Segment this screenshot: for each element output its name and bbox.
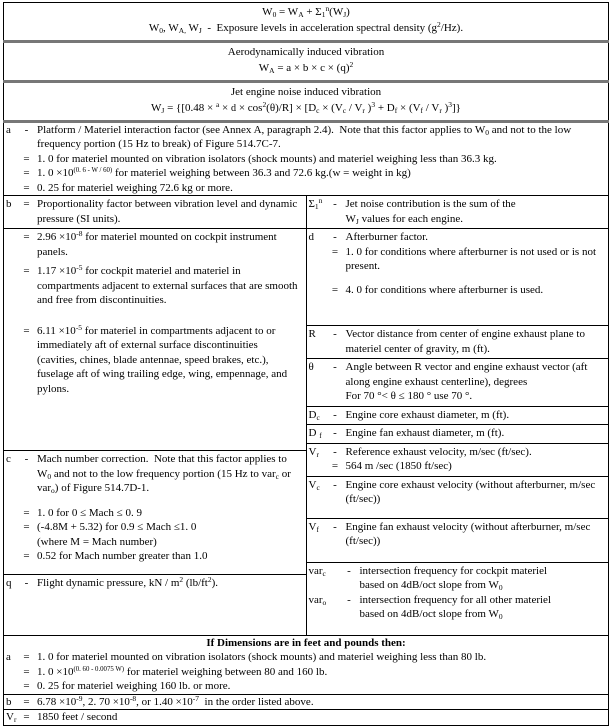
theta-extra: For 70 °< θ ≤ 180 ° use 70 °. bbox=[345, 390, 473, 403]
spacer bbox=[4, 230, 18, 259]
aerodynamic-formula-block bbox=[4, 43, 608, 80]
spacer bbox=[4, 181, 18, 196]
spacer bbox=[4, 353, 18, 397]
var-c-symbol: var$_c$ bbox=[308, 564, 326, 578]
table-row bbox=[4, 41, 609, 81]
Vr-op-0: = bbox=[331, 460, 339, 473]
imperial-a-op-0: = bbox=[23, 651, 30, 664]
spacer bbox=[307, 245, 327, 274]
imperial-b-symbol: b bbox=[6, 695, 12, 708]
factor-b-symbol: b bbox=[6, 198, 12, 211]
factor-q-block bbox=[4, 575, 306, 635]
factor-a-text-0: 1. 0 for materiel mounted on vibration isolators (shock mounts) and materiel weighing less than 36.3 kg. bbox=[37, 152, 497, 165]
core-exhaust-velocity-block bbox=[307, 477, 609, 519]
fan-exhaust-velocity-block bbox=[307, 519, 609, 563]
Df-symbol: D $_f$ bbox=[308, 427, 322, 441]
factor-q-symbol: q bbox=[6, 577, 12, 590]
factor-b-exponent-2: -5 bbox=[75, 322, 83, 332]
afterburner-dash: - bbox=[333, 231, 337, 244]
factor-c-text-1: (-4.8M + 5.32) for 0.9 ≤ Mach ≤1. 0 bbox=[37, 521, 197, 534]
sigma-symbol: $\Sigma_1^n$ bbox=[308, 196, 323, 212]
imperial-a-op-2: = bbox=[23, 680, 30, 693]
imperial-heading: If Dimensions are in feet and pounds then: bbox=[206, 637, 406, 650]
sigma-description: Jet noise contribution is the sum of the $W_J$ values for each engine. bbox=[345, 198, 516, 226]
theta-symbol: θ bbox=[308, 361, 314, 374]
spacer bbox=[4, 520, 18, 535]
imperial-vr-row bbox=[4, 710, 608, 725]
factor-a-items bbox=[4, 123, 608, 196]
afterburner-description: Afterburner factor. bbox=[345, 231, 428, 244]
imperial-b-op: = bbox=[23, 695, 30, 708]
factor-a-text-2: 0. 25 for materiel weighing 72.6 kg or more. bbox=[37, 181, 233, 194]
var-c-row bbox=[307, 564, 609, 593]
imperial-a-item-row bbox=[4, 665, 608, 680]
R-symbol: R bbox=[308, 328, 316, 341]
sigma-line-0: Jet noise contribution is the sum of the bbox=[345, 198, 516, 211]
factor-b-header bbox=[4, 196, 306, 229]
spacer bbox=[4, 264, 18, 308]
Df-dash: - bbox=[333, 427, 337, 440]
Vr-description: Reference exhaust velocity, m/sec (ft/sec). bbox=[345, 445, 532, 458]
spacer bbox=[4, 152, 18, 167]
w0-definition-cell bbox=[4, 3, 609, 42]
reference-exhaust-velocity-block bbox=[307, 444, 609, 477]
left-column bbox=[4, 196, 307, 636]
afterburner-header-row bbox=[307, 230, 609, 245]
factor-b-desc-1: for cockpit materiel and materiel in compartments adjacent to external surfaces that are smooth and free from discontinuities. bbox=[37, 265, 298, 307]
spacer bbox=[4, 506, 18, 521]
specification-table bbox=[3, 2, 609, 726]
Df-description: Engine fan exhaust diameter, m (ft). bbox=[345, 427, 505, 440]
imperial-vr-text: 1850 feet / second bbox=[37, 711, 118, 724]
imperial-factor-a-cell bbox=[4, 636, 609, 695]
factor-b-continuation: (cavities, chines, blade antennae, speed brakes, etc.), fuselage aft of wing trailing edge, wing, empennage, and pylons. bbox=[37, 353, 288, 395]
factor-c-item-row bbox=[4, 549, 306, 564]
table-row bbox=[4, 710, 609, 726]
jet-noise-equation: $W_J = \{[0.48 \times ^a \times d \times \cos^2(\theta)/R] \times [D_c \times (V_c / V_r$ )$^3 + D_f \times (V_f / V_r$ )$^3$]} bbox=[151, 99, 461, 115]
factor-b-item-row bbox=[4, 264, 306, 308]
factor-a-text-1: 1. $0 \times 10^{(0. 6 - W / 60)}$ for materiel weighing between 36.3 and 72.6 kg.(w = weight in kg) bbox=[37, 167, 411, 180]
imperial-vr-symbol: $V_r$ bbox=[6, 711, 17, 725]
factor-b-op: = bbox=[23, 198, 30, 211]
afterburner-text-0: 1. 0 for conditions where afterburner is not used or is not present. bbox=[345, 245, 596, 273]
spacer bbox=[4, 679, 18, 694]
R-description: Vector distance from center of engine exhaust plane to materiel center of gravity, m (ft). bbox=[345, 328, 585, 355]
factor-b-desc-0: for materiel mounted on cockpit instrument panels. bbox=[37, 231, 277, 258]
jet-noise-formula-block bbox=[4, 83, 608, 120]
factor-c-dash: - bbox=[24, 453, 29, 466]
angle-theta-block bbox=[307, 359, 609, 407]
Dc-dash: - bbox=[333, 408, 337, 421]
spacer bbox=[4, 665, 18, 680]
imperial-a-op-1: = bbox=[23, 665, 30, 678]
right-column bbox=[306, 196, 609, 636]
w0-equation: $W_0 = W_A + \Sigma_1^n(W_J)$ bbox=[262, 3, 350, 20]
factor-q-row bbox=[4, 576, 306, 591]
factor-c-op-0: = bbox=[23, 506, 30, 519]
factor-c-header-row bbox=[4, 452, 306, 496]
factor-a-symbol: a bbox=[6, 123, 11, 136]
factor-b-item-row bbox=[4, 230, 306, 259]
imperial-a-text-2: 0. 25 for materiel weighing 160 lb. or more. bbox=[37, 680, 231, 693]
var-rows-block bbox=[307, 563, 609, 624]
factor-c-item-row bbox=[4, 520, 306, 535]
factor-a-cell bbox=[4, 121, 609, 196]
var-o-line-0: intersection frequency for all other materiel bbox=[359, 593, 551, 606]
Vc-symbol: $V_c$ bbox=[308, 478, 320, 492]
Vr-dash: - bbox=[333, 445, 337, 458]
factor-b-text-0: $2.96 \times 10^{-8}$ for materiel mounted on cockpit instrument panels. bbox=[37, 229, 277, 258]
imperial-b-text: $6.78 \times 10^{-9}$, 2. $70 \times 10^{-8}$, or $1.40 \times 10^{-7}$ in the order listed above. bbox=[37, 693, 314, 708]
table-row bbox=[4, 694, 609, 710]
factor-q-dash: - bbox=[24, 577, 29, 590]
afterburner-symbol: d bbox=[308, 231, 314, 244]
factor-c-op-3: = bbox=[23, 550, 30, 563]
imperial-factor-b-cell bbox=[4, 694, 609, 710]
var-o-symbol: var$_o$ bbox=[308, 593, 327, 607]
factor-c-op-2 bbox=[18, 535, 35, 550]
factor-b-op-1: = bbox=[23, 265, 30, 278]
core-exhaust-diameter-block bbox=[307, 407, 609, 426]
aerodynamic-vibration-cell bbox=[4, 41, 609, 81]
factor-a-op-2: = bbox=[23, 181, 30, 194]
spacer bbox=[307, 283, 327, 298]
imperial-a-text-1: 1. $0 \times 10^{(0. 60 - 0.0075 W)}$ for materiel weighing between 80 and 160 lb. bbox=[37, 665, 328, 678]
Vc-description: Engine core exhaust velocity (without afterburner, m/sec (ft/sec)) bbox=[345, 478, 596, 506]
jet-noise-vibration-cell bbox=[4, 81, 609, 121]
spacer bbox=[4, 549, 18, 564]
factor-a-header-row bbox=[4, 123, 608, 152]
table-row bbox=[4, 196, 609, 636]
factor-c-text-3: 0.52 for Mach number greater than 1.0 bbox=[37, 550, 208, 563]
factor-c-text-0: 1. 0 for 0 ≤ Mach ≤ 0. 9 bbox=[37, 506, 142, 519]
factor-a-item-row bbox=[4, 166, 608, 181]
var-c-line-0: intersection frequency for cockpit materiel bbox=[359, 564, 548, 577]
factor-c-block bbox=[4, 451, 306, 575]
factor-b-description: Proportionality factor between vibration level and dynamic pressure (SI units). bbox=[37, 198, 298, 225]
Dc-symbol: $D_c$ bbox=[308, 408, 320, 422]
imperial-a-text-0: 1. 0 for materiel mounted on vibration isolators (shock mounts) and materiel weighing less than 80 lb. bbox=[37, 651, 487, 664]
factor-b-op-0: = bbox=[23, 231, 30, 244]
factor-b-exponent-0: -8 bbox=[76, 229, 83, 239]
factor-b-op-2: = bbox=[23, 324, 30, 337]
spacer bbox=[4, 535, 18, 550]
theta-dash: - bbox=[333, 361, 337, 374]
imperial-a-item-row bbox=[4, 650, 608, 665]
factor-b-items bbox=[4, 229, 306, 451]
factor-a-description: Platform / Materiel interaction factor (see Annex A, paragraph 2.4). Note that this factor applies to $W_0$ and not to the low frequency portion (15 Hz to break) of Figure 514.7C-7. bbox=[37, 123, 572, 151]
sigma-dash: - bbox=[333, 198, 337, 211]
Vf-symbol: $V_f$ bbox=[308, 520, 319, 534]
Vr-value: 564 m /sec (1850 ft/sec) bbox=[345, 460, 452, 473]
Dc-description: Engine core exhaust diameter, m (ft). bbox=[345, 408, 510, 421]
table-row bbox=[4, 121, 609, 196]
afterburner-op-0: = bbox=[331, 245, 339, 258]
factor-b-desc-2: for materiel in compartments adjacent to or immediately aft of external surface discontinuities bbox=[37, 324, 276, 352]
factor-a-dash: - bbox=[24, 123, 29, 136]
var-o-description: intersection frequency for all other materiel based on 4dB/oct slope from $W_0$ bbox=[359, 593, 551, 622]
R-dash: - bbox=[333, 328, 337, 341]
vector-distance-block bbox=[307, 326, 609, 359]
fan-exhaust-diameter-block bbox=[307, 425, 609, 444]
aerodynamic-equation: $W_A = a \times b \times c \times (q)^2$ bbox=[258, 59, 354, 75]
Vc-dash: - bbox=[333, 478, 337, 491]
Vf-dash: - bbox=[333, 520, 337, 533]
afterburner-item-row bbox=[307, 245, 609, 274]
factor-c-description: Mach number correction. Note that this factor applies to $W_0$ and not to the low frequency portion (15 Hz to var$_c$ or var$_o$) of Figure 514.7D-1. bbox=[37, 453, 291, 496]
factor-b-exponent-1: -5 bbox=[76, 263, 83, 273]
Vf-description: Engine fan exhaust velocity (without afterburner, m/sec (ft/sec)) bbox=[345, 520, 591, 548]
table-row bbox=[4, 3, 609, 42]
afterburner-item-row bbox=[307, 283, 609, 298]
factor-c-text-2: (where M = Mach number) bbox=[37, 535, 157, 548]
imperial-a-item-row bbox=[4, 679, 608, 694]
theta-description bbox=[344, 360, 609, 404]
imperial-factor-a-items bbox=[4, 650, 608, 694]
spacer bbox=[4, 166, 18, 181]
factor-q-description: Flight dynamic pressure, kN / $m^2$ $(lb/ft^2)$. bbox=[37, 575, 219, 590]
spacer bbox=[307, 459, 327, 474]
factor-b-mantissa-2: 6.11 bbox=[37, 324, 56, 337]
w0-exposure-levels: $W_0$, $W_{A,}$ $W_J$ - Exposure levels in acceleration spectral density $(g^2/Hz)$. bbox=[148, 19, 464, 36]
afterburner-factor-block bbox=[307, 229, 609, 326]
factor-b-text-1: $1.17 \times 10^{-5}$ for cockpit materiel and materiel in compartments adjacent to external surfaces that are smooth and free from discontinuities. bbox=[37, 263, 298, 307]
afterburner-text-1: 4. 0 for conditions where afterburner is used. bbox=[345, 283, 544, 296]
spacer bbox=[4, 324, 18, 353]
factor-c-item-row bbox=[4, 535, 306, 550]
table-row bbox=[4, 81, 609, 121]
var-o-dash: - bbox=[347, 593, 351, 606]
theta-text: Angle between R vector and engine exhaust vector (aft along engine exhaust centerline), degrees bbox=[345, 361, 588, 388]
jet-noise-title: Jet engine noise induced vibration bbox=[230, 85, 382, 98]
factor-b-item-row bbox=[4, 324, 306, 353]
factor-b-mantissa-1: 1.17 bbox=[37, 265, 57, 278]
factor-a-op-1: = bbox=[23, 167, 30, 180]
factor-c-item-row bbox=[4, 506, 306, 521]
imperial-factor-vr-cell bbox=[4, 710, 609, 726]
factor-b-continuation-row bbox=[4, 353, 306, 397]
var-c-dash: - bbox=[347, 564, 351, 577]
afterburner-op-1: = bbox=[331, 283, 339, 296]
factor-c-symbol: c bbox=[6, 453, 11, 466]
factor-b-mantissa-0: 2.96 bbox=[37, 231, 57, 244]
imperial-b-row bbox=[4, 695, 608, 710]
factor-b-text-2: $6.11 \times 10^{-5}$ for materiel in compartments adjacent to or immediately aft of external surface discontinuities bbox=[37, 322, 276, 352]
factor-a-op-0: = bbox=[23, 152, 30, 165]
spacer bbox=[18, 353, 35, 397]
sigma-jet-noise-block bbox=[307, 196, 609, 229]
factor-a-item-row bbox=[4, 181, 608, 196]
table-row bbox=[4, 636, 609, 695]
var-o-row bbox=[307, 593, 609, 622]
factor-c-op-1: = bbox=[23, 521, 30, 534]
Vr-symbol: $V_r$ bbox=[308, 445, 319, 459]
w0-formula-block bbox=[4, 3, 608, 40]
imperial-a-symbol: a bbox=[6, 651, 11, 664]
factor-a-item-row bbox=[4, 152, 608, 167]
imperial-vr-op: = bbox=[23, 711, 30, 724]
aerodynamic-title: Aerodynamically induced vibration bbox=[227, 45, 385, 58]
var-c-description: intersection frequency for cockpit materiel based on 4dB/oct slope from $W_0$ bbox=[359, 564, 548, 593]
